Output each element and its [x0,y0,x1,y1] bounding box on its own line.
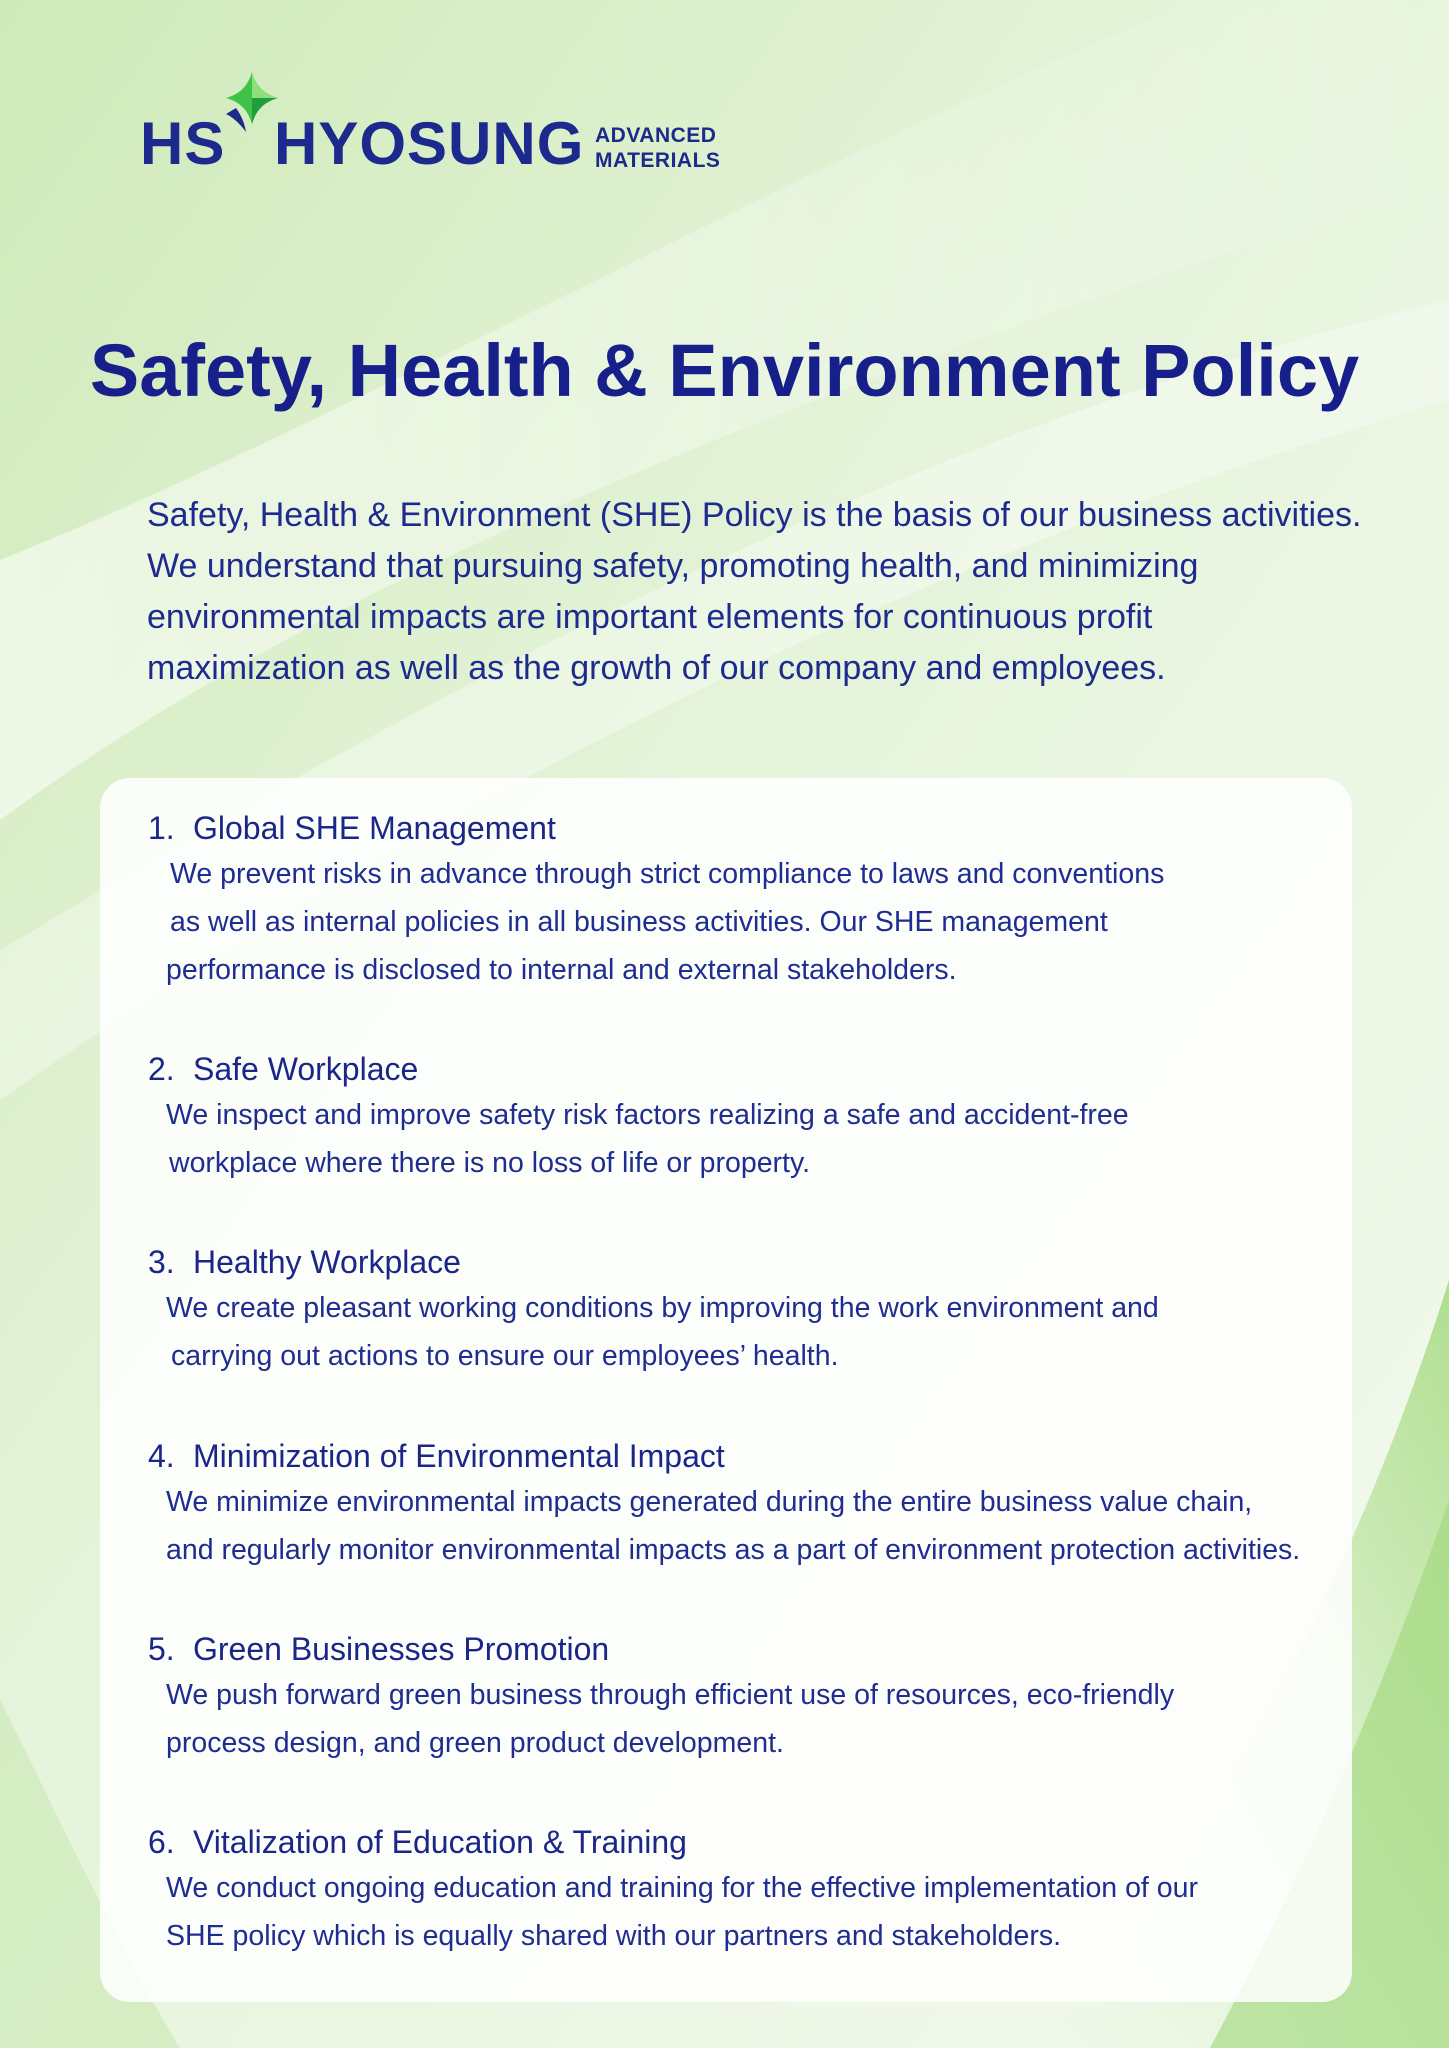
policy-number: 4. [148,1438,175,1474]
policy-item-green-businesses-promotion [148,1627,1348,1767]
intro-line: Safety, Health & Environment (SHE) Policy is the basis of our business activities. [147,496,1362,534]
logo-text-hs: HS [140,110,226,177]
policy-description-line: We push forward green business through efficient use of resources, eco-friendly [166,1679,1175,1711]
policy-heading-text: Minimization of Environmental Impact [193,1438,725,1474]
policy-description-line: We create pleasant working conditions by improving the work environment and [166,1292,1159,1324]
logo-subtitle [595,123,720,173]
policy-description [148,1284,1348,1380]
policy-description-line: We conduct ongoing education and training for the effective implementation of our [166,1872,1198,1904]
policy-number: 1. [148,810,175,846]
policy-description [148,1478,1348,1574]
intro-line: environmental impacts are important elements for continuous profit [147,598,1153,636]
policy-description-line: We prevent risks in advance through strict compliance to laws and conventions [170,858,1165,890]
policy-heading [148,1240,1348,1284]
policy-description-line: We inspect and improve safety risk factors realizing a safe and accident-free [166,1099,1129,1131]
policy-heading-text: Safe Workplace [193,1051,419,1087]
policy-description-line: SHE policy which is equally shared with our partners and stakeholders. [166,1920,1062,1952]
policy-description [148,850,1348,994]
policy-item-healthy-workplace [148,1240,1348,1380]
policy-description-line: process design, and green product development. [166,1727,784,1759]
policy-heading [148,1627,1348,1671]
intro-line: maximization as well as the growth of our company and employees. [147,649,1166,687]
policy-number: 5. [148,1631,175,1667]
policy-heading [148,1047,1348,1091]
policy-item-vitalization-education-training [148,1820,1348,1960]
logo-subtitle-line1: ADVANCED [595,124,717,147]
policy-description [148,1091,1348,1187]
logo-text-hyosung: HYOSUNG [274,110,585,177]
policy-description-line: workplace where there is no loss of life or property. [169,1147,811,1179]
intro-line: We understand that pursuing safety, promoting health, and minimizing [147,547,1199,585]
policy-number: 3. [148,1244,175,1280]
policy-heading [148,806,1348,850]
policy-number: 6. [148,1824,175,1860]
policy-description-line: carrying out actions to ensure our employees’ health. [171,1340,839,1372]
policy-description [148,1671,1348,1767]
policy-item-global-she-management [148,806,1348,994]
policy-description [148,1864,1348,1960]
page-title: Safety, Health & Environment Policy [89,329,1360,412]
intro-paragraph [147,490,1407,694]
logo-subtitle-line2: MATERIALS [595,149,721,172]
policy-description-line: performance is disclosed to internal and external stakeholders. [166,954,957,986]
company-logo [140,68,740,178]
policy-heading-text: Green Businesses Promotion [193,1631,610,1667]
policy-number: 2. [148,1051,175,1087]
policy-heading-text: Healthy Workplace [193,1244,461,1280]
policy-heading-text: Global SHE Management [193,810,556,846]
policy-description-line: as well as internal policies in all business activities. Our SHE management [170,906,1108,938]
policy-item-minimization-environmental-impact [148,1434,1348,1574]
policy-heading-text: Vitalization of Education & Training [193,1824,687,1860]
policy-heading [148,1820,1348,1864]
policy-description-line: and regularly monitor environmental impacts as a part of environment protection activities. [166,1534,1301,1566]
policy-heading [148,1434,1348,1478]
policy-item-safe-workplace [148,1047,1348,1187]
policy-description-line: We minimize environmental impacts generated during the entire business value chain, [166,1486,1253,1518]
